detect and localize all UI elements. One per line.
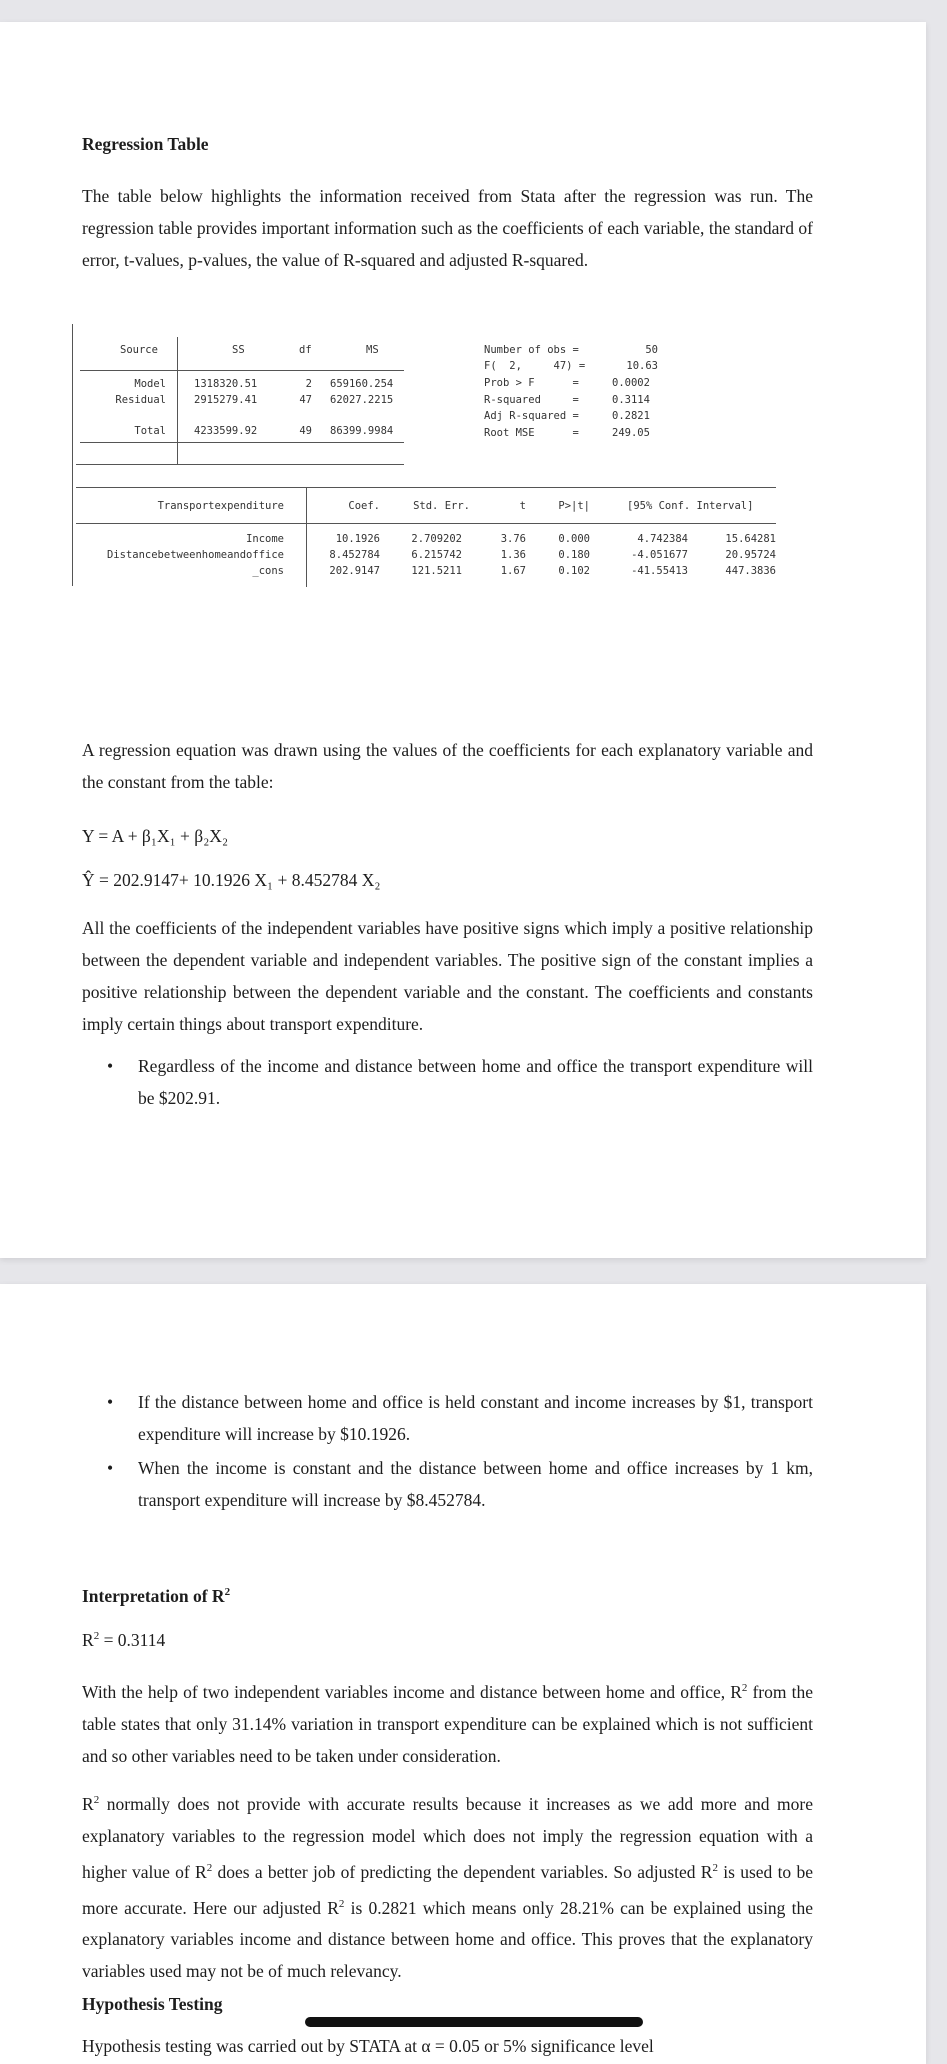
coef-row-coef: 202.9147: [329, 565, 380, 577]
stat-value-probf: 0.0002: [612, 377, 650, 389]
anova-ss-residual: 2915279.41: [194, 394, 258, 406]
bullet-item: [107, 1050, 813, 1114]
coef-row-se: 6.215742: [411, 549, 462, 561]
bullet-dot: •: [107, 1392, 114, 1412]
coef-row-ci-low: -4.051677: [631, 549, 688, 561]
anova-df-residual: 47: [299, 394, 312, 406]
stat-label-rootmse: Root MSE =: [484, 427, 579, 439]
r-squared-value: $R^2 = 0.3114$: [82, 1630, 166, 1650]
coef-header-p: P>|t|: [558, 500, 590, 512]
bullet-item: [107, 1386, 813, 1450]
bullet-item: [107, 1452, 813, 1516]
stat-label-rsq: R-squared =: [484, 394, 579, 406]
coef-header-coef: Coef.: [348, 500, 380, 512]
regression-table-heading: Regression Table: [82, 134, 209, 154]
coef-row-coef: 10.1926: [335, 533, 380, 545]
coef-row-name: _cons: [252, 565, 284, 577]
r-squared-paragraph-1: With the help of two independent variables income and distance between home and office, $R^2$ from the table states that only 31.14% variation in transport expenditure can be explained which is not sufficient and so other variables need to be taken under consideration.: [82, 1681, 813, 1766]
coef-row-ci-low: 4.742384: [637, 533, 688, 545]
anova-source-model: Model: [134, 378, 166, 390]
home-indicator-bar[interactable]: [305, 2017, 643, 2027]
anova-header-df: df: [299, 344, 312, 356]
anova-header-ss: SS: [232, 344, 245, 356]
anova-ss-model: 1318320.51: [194, 378, 258, 390]
coef-row-ci-low: -41.55413: [631, 565, 688, 577]
anova-ms-total: 86399.9984: [330, 425, 394, 437]
coefficient-discussion: All the coefficients of the independent variables have positive signs which imply a positive relationship between the dependent variable and independent variables. The positive sign of the constant implies a positive relationship between the dependent variable and the constant. The coefficients and constants imply certain things about transport expenditure.: [82, 918, 813, 1034]
coef-header-se: Std. Err.: [413, 500, 470, 512]
coef-row-se: 121.5211: [411, 565, 462, 577]
stat-value-nobs: 50: [645, 344, 658, 356]
coef-header-t: t: [519, 500, 526, 512]
coef-row-t: 1.36: [500, 549, 526, 561]
anova-ss-total: 4233599.92: [194, 425, 258, 437]
coef-header-depvar: Transportexpenditure: [157, 500, 284, 512]
anova-ms-residual: 62027.2215: [330, 394, 394, 406]
stat-value-f: 10.63: [626, 360, 658, 372]
coef-row-p: 0.180: [558, 549, 590, 561]
coef-row-ci-high: 447.3836: [725, 565, 776, 577]
coef-row-name: Distancebetweenhomeandoffice: [106, 549, 284, 561]
anova-df-total: 49: [299, 425, 312, 437]
anova-header-ms: MS: [366, 344, 379, 356]
anova-df-model: 2: [305, 378, 312, 390]
coef-row-ci-high: 20.95724: [725, 549, 776, 561]
coef-row-coef: 8.452784: [329, 549, 380, 561]
stat-label-adjrsq: Adj R-squared =: [484, 410, 579, 422]
coef-row-p: 0.102: [558, 565, 590, 577]
stat-value-adjrsq: 0.2821: [612, 410, 650, 422]
stat-label-probf: Prob > F =: [484, 377, 579, 389]
coef-row-t: 1.67: [500, 565, 526, 577]
stat-value-rsq: 0.3114: [612, 394, 650, 406]
anova-source-residual: Residual: [115, 394, 166, 406]
stat-label-f: F( 2, 47) =: [484, 360, 586, 372]
bullet-dot: •: [107, 1458, 114, 1478]
intro-paragraph: The table below highlights the information received from Stata after the regression was run. The regression table provides important information such as the coefficients of each variable, the standard of error, t-values, p-values, the value of R-squared and adjusted R-squared.: [82, 186, 813, 270]
document-page-1: [0, 22, 926, 1258]
hypothesis-testing-text: Hypothesis testing was carried out by STATA at α = 0.05 or 5% significance level: [82, 2036, 654, 2056]
stat-value-rootmse: 249.05: [612, 427, 650, 439]
coef-row-ci-high: 15.64281: [725, 533, 776, 545]
bullet-text: If the distance between home and office is held constant and income increases by $1, transport expenditure will increase by $10.1926.: [138, 1392, 813, 1444]
general-equation: Y = A + β₁X₁ + β₂X₂: [82, 826, 229, 846]
coef-row-name: Income: [246, 533, 284, 545]
bullet-text: When the income is constant and the distance between home and office increases by 1 km, transport expenditure will increase by $8.452784.: [138, 1458, 813, 1510]
coef-row-se: 2.709202: [411, 533, 462, 545]
coef-header-ci: [95% Conf. Interval]: [627, 500, 754, 512]
r-squared-paragraph-2: $R^2$ normally does not provide with accurate results because it increases as we add more and more explanatory variables to the regression model which does not imply the regression equation with a higher value of $R^2$ does a better job of predicting the dependent variables. So adjusted $R^2$ is used to be more accurate. Here our adjusted $R^2$ is 0.2821 which means only 28.21% can be explained using the explanatory variables income and distance between home and office. This proves that the explanatory variables used may not be of much relevancy.: [82, 1793, 813, 1982]
bullet-text: Regardless of the income and distance between home and office the transport expenditure will be $202.91.: [138, 1056, 813, 1108]
anova-source-total: Total: [134, 425, 166, 437]
stat-label-nobs: Number of obs =: [484, 344, 579, 356]
coef-row-t: 3.76: [500, 533, 526, 545]
r-squared-heading: Interpretation of $R^2$: [82, 1586, 231, 1606]
bullet-dot: •: [107, 1056, 114, 1076]
fitted-equation: Ŷ = 202.9147+ 10.1926 X₁ + 8.452784 X₂: [82, 870, 381, 890]
hypothesis-testing-heading: Hypothesis Testing: [82, 1994, 223, 2014]
anova-header-source: Source: [120, 344, 158, 356]
anova-ms-model: 659160.254: [330, 378, 394, 390]
coef-row-p: 0.000: [558, 533, 590, 545]
equation-intro: A regression equation was drawn using the values of the coefficients for each explanatory variable and the constant from the table:: [82, 740, 813, 792]
document-page-2: [0, 1284, 926, 2064]
